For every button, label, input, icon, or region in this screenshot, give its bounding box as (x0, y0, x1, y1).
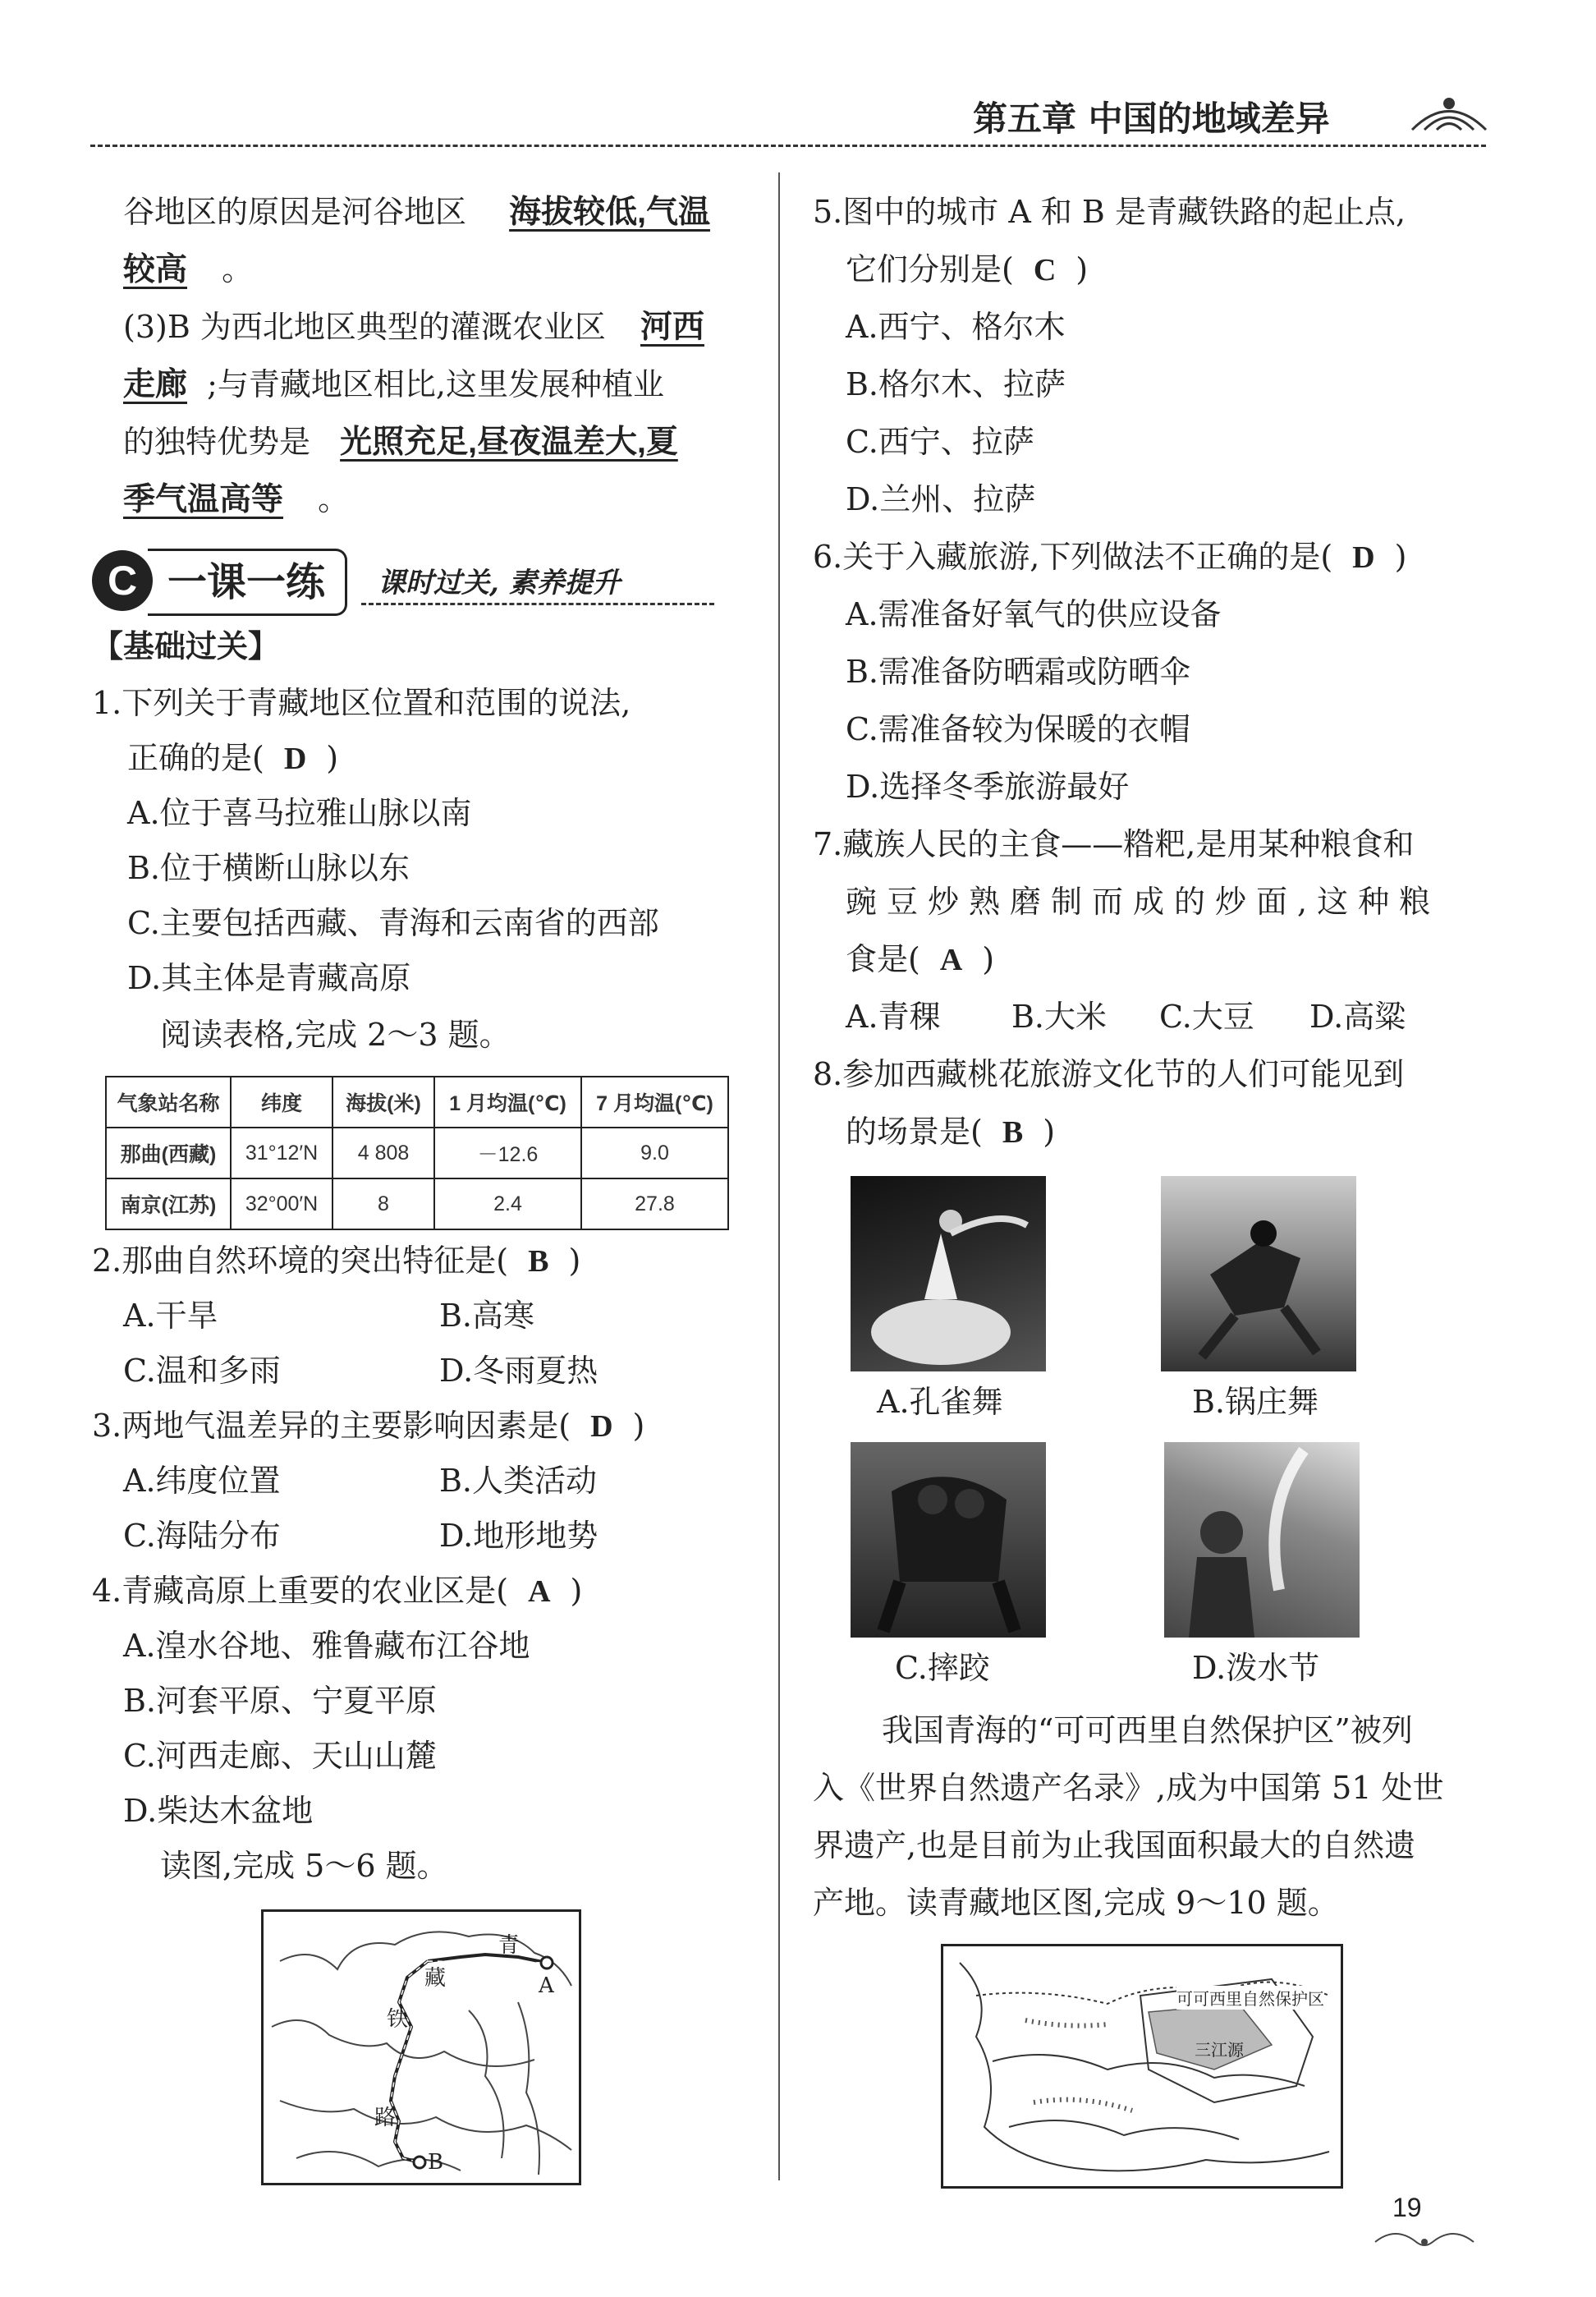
table-header-row (106, 1077, 728, 1128)
table-cell: 31°12′N (231, 1128, 332, 1178)
paragraph-line-1: 我国青海的“可可西里自然保护区”被列 (882, 1712, 1413, 1748)
q6-option-a: A.需准备好氧气的供应设备 (846, 596, 1222, 632)
paragraph-line-3: 界遗产,也是目前为止我国面积最大的自然遗 (813, 1827, 1416, 1863)
left-cont-line2: 较高 。 (123, 251, 254, 287)
q7-option-d: D.高粱 (1309, 999, 1406, 1035)
map-label: 铁 (387, 2007, 409, 2032)
table-cell: 那曲(西藏) (106, 1128, 231, 1178)
q3-option-a: A.纬度位置 (123, 1463, 281, 1499)
q1-option-a: A.位于喜马拉雅山脉以南 (127, 795, 472, 831)
peacock-dance-photo (851, 1176, 1046, 1371)
table-cell: 9.0 (581, 1128, 728, 1178)
q4-answer: A (528, 1574, 551, 1609)
chapter-header: 第五章 中国的地域差异 (973, 99, 1330, 139)
header-ornament-icon (1404, 89, 1494, 138)
q3-line2: 走廊 ;与青藏地区相比,这里发展种植业 (123, 366, 664, 402)
section-c-badge: C (92, 550, 153, 611)
map-label: 青 (498, 1933, 521, 1958)
footer-ornament-icon (1371, 2226, 1478, 2250)
table-cell: 4 808 (332, 1128, 434, 1178)
table-cell: 2.4 (434, 1178, 581, 1229)
q4-option-c: C.河西走廊、天山山麓 (123, 1738, 437, 1774)
table-row (106, 1128, 728, 1178)
map-label-hoh-xil: 可可西里自然保护区 (1176, 1986, 1324, 2010)
answer-fill: 光照充足,昼夜温差大,夏 (340, 425, 678, 460)
section-subtitle: 课时过关, 素养提升 (378, 567, 621, 600)
water-splashing-photo (1164, 1442, 1360, 1638)
table-cell: －12.6 (434, 1128, 581, 1178)
q2-option-d: D.冬雨夏热 (439, 1353, 598, 1389)
q2-option-c: C.温和多雨 (123, 1353, 281, 1389)
q4-option-d: D.柴达木盆地 (123, 1793, 314, 1829)
qinghai-tibet-railway-map (261, 1909, 581, 2185)
q1-answer: D (283, 742, 307, 776)
q4-option-a: A.湟水谷地、雅鲁藏布江谷地 (123, 1628, 530, 1664)
q3-option-d: D.地形地势 (439, 1518, 598, 1554)
photo-caption-a: A.孔雀舞 (877, 1384, 1003, 1420)
photo-caption-b: B.锅庄舞 (1192, 1384, 1319, 1420)
table-header: 气象站名称 (106, 1077, 231, 1128)
header-divider (90, 145, 1486, 147)
answer-fill: 季气温高等 (123, 482, 284, 517)
table-cell: 8 (332, 1178, 434, 1229)
q1-option-b: B.位于横断山脉以东 (127, 850, 410, 886)
qinghai-tibet-region-map (941, 1944, 1343, 2189)
q2-answer: B (528, 1244, 549, 1279)
q2-stem: 2.那曲自然环境的突出特征是( B ) (92, 1243, 581, 1279)
q5-option-c: C.西宁、拉萨 (846, 424, 1034, 460)
table-header: 1 月均温(℃) (434, 1077, 581, 1128)
climate-table (105, 1076, 729, 1230)
q2-option-b: B.高寒 (439, 1298, 535, 1334)
q8-answer: B (1002, 1115, 1024, 1150)
q8-stem-2: 的场景是( B ) (846, 1114, 1056, 1150)
q5-stem-2: 它们分别是( C ) (846, 251, 1089, 287)
map-drawing (264, 1912, 579, 2183)
table-cell: 南京(江苏) (106, 1178, 231, 1229)
guozhuang-dance-photo (1161, 1176, 1356, 1371)
q3-stem: 3.两地气温差异的主要影响因素是( D ) (92, 1408, 645, 1444)
q4-option-b: B.河套平原、宁夏平原 (123, 1683, 438, 1719)
read-map-instruction: 读图,完成 5～6 题。 (160, 1848, 448, 1884)
q3-line3: 的独特优势是 光照充足,昼夜温差大,夏 (123, 424, 678, 460)
table-header: 7 月均温(℃) (581, 1077, 728, 1128)
q5-answer: C (1033, 253, 1057, 287)
q6-option-c: C.需准备较为保暖的衣帽 (846, 711, 1190, 747)
q4-stem: 4.青藏高原上重要的农业区是( A ) (92, 1573, 583, 1609)
left-cont-line1: 谷地区的原因是河谷地区 海拔较低,气温 (123, 194, 710, 230)
q7-stem-2: 豌豆炒熟磨制而成的炒面,这种粮 (846, 884, 1441, 920)
q6-option-b: B.需准备防晒霜或防晒伞 (846, 654, 1191, 690)
q5-option-b: B.格尔木、拉萨 (846, 366, 1066, 402)
column-divider (778, 172, 780, 2180)
map-label: A (539, 1973, 554, 1998)
map-label: 路 (374, 2106, 397, 2130)
photo-caption-c: C.摔跤 (895, 1650, 990, 1686)
q8-stem: 8.参加西藏桃花旅游文化节的人们可能见到 (813, 1056, 1405, 1092)
q3-line4: 季气温高等 。 (123, 481, 350, 517)
table-row (106, 1178, 728, 1229)
basic-heading: 【基础过关】 (92, 630, 280, 664)
q3-line1: (3)B 为西北地区典型的灌溉农业区 河西 (123, 309, 704, 345)
q5-option-a: A.西宁、格尔木 (846, 309, 1066, 345)
q7-stem: 7.藏族人民的主食——糌粑,是用某种粮食和 (813, 826, 1415, 862)
answer-fill: 较高 (123, 252, 188, 287)
page-number: 19 (1392, 2193, 1422, 2222)
q6-answer: D (1352, 540, 1375, 575)
q3-answer: D (590, 1409, 613, 1444)
q3-option-c: C.海陆分布 (123, 1518, 281, 1554)
map-label: 藏 (424, 1966, 447, 1991)
q7-answer: A (939, 943, 963, 977)
q7-option-a: A.青稞 (846, 999, 941, 1035)
q5-stem: 5.图中的城市 A 和 B 是青藏铁路的起止点, (813, 194, 1406, 230)
read-table-instruction: 阅读表格,完成 2～3 题。 (160, 1017, 511, 1053)
table-cell: 32°00′N (231, 1178, 332, 1229)
wrestling-photo (851, 1442, 1046, 1638)
q6-stem: 6.关于入藏旅游,下列做法不正确的是( D ) (813, 539, 1407, 575)
q1-stem: 1.下列关于青藏地区位置和范围的说法, (92, 685, 631, 721)
q1-option-c: C.主要包括西藏、青海和云南省的西部 (127, 905, 659, 941)
q7-option-c: C.大豆 (1159, 999, 1254, 1035)
answer-fill: 走廊 (123, 367, 188, 402)
q7-option-b: B.大米 (1011, 999, 1108, 1035)
paragraph-line-2: 入《世界自然遗产名录》,成为中国第 51 处世 (813, 1770, 1444, 1806)
answer-fill: 河西 (640, 310, 704, 345)
q1-option-d: D.其主体是青藏高原 (127, 960, 411, 996)
q1-stem-2: 正确的是( D ) (127, 740, 339, 776)
q5-option-d: D.兰州、拉萨 (846, 481, 1036, 517)
q2-option-a: A.干旱 (123, 1298, 218, 1334)
photo-caption-d: D.泼水节 (1192, 1650, 1320, 1686)
paragraph-line-4: 产地。读青藏地区图,完成 9～10 题。 (813, 1885, 1339, 1921)
table-cell: 27.8 (581, 1178, 728, 1229)
q6-option-d: D.选择冬季旅游最好 (846, 769, 1130, 805)
answer-fill: 海拔较低,气温 (509, 195, 710, 230)
q7-stem-3: 食是( A ) (846, 941, 995, 977)
map-label: B (428, 2150, 444, 2175)
section-subtitle-underline (361, 603, 714, 605)
q3-option-b: B.人类活动 (439, 1463, 598, 1499)
section-title: 一课一练 (148, 549, 347, 616)
table-header: 海拔(米) (332, 1077, 434, 1128)
map-label-sanjiangyuan: 三江源 (1195, 2040, 1244, 2060)
table-header: 纬度 (231, 1077, 332, 1128)
